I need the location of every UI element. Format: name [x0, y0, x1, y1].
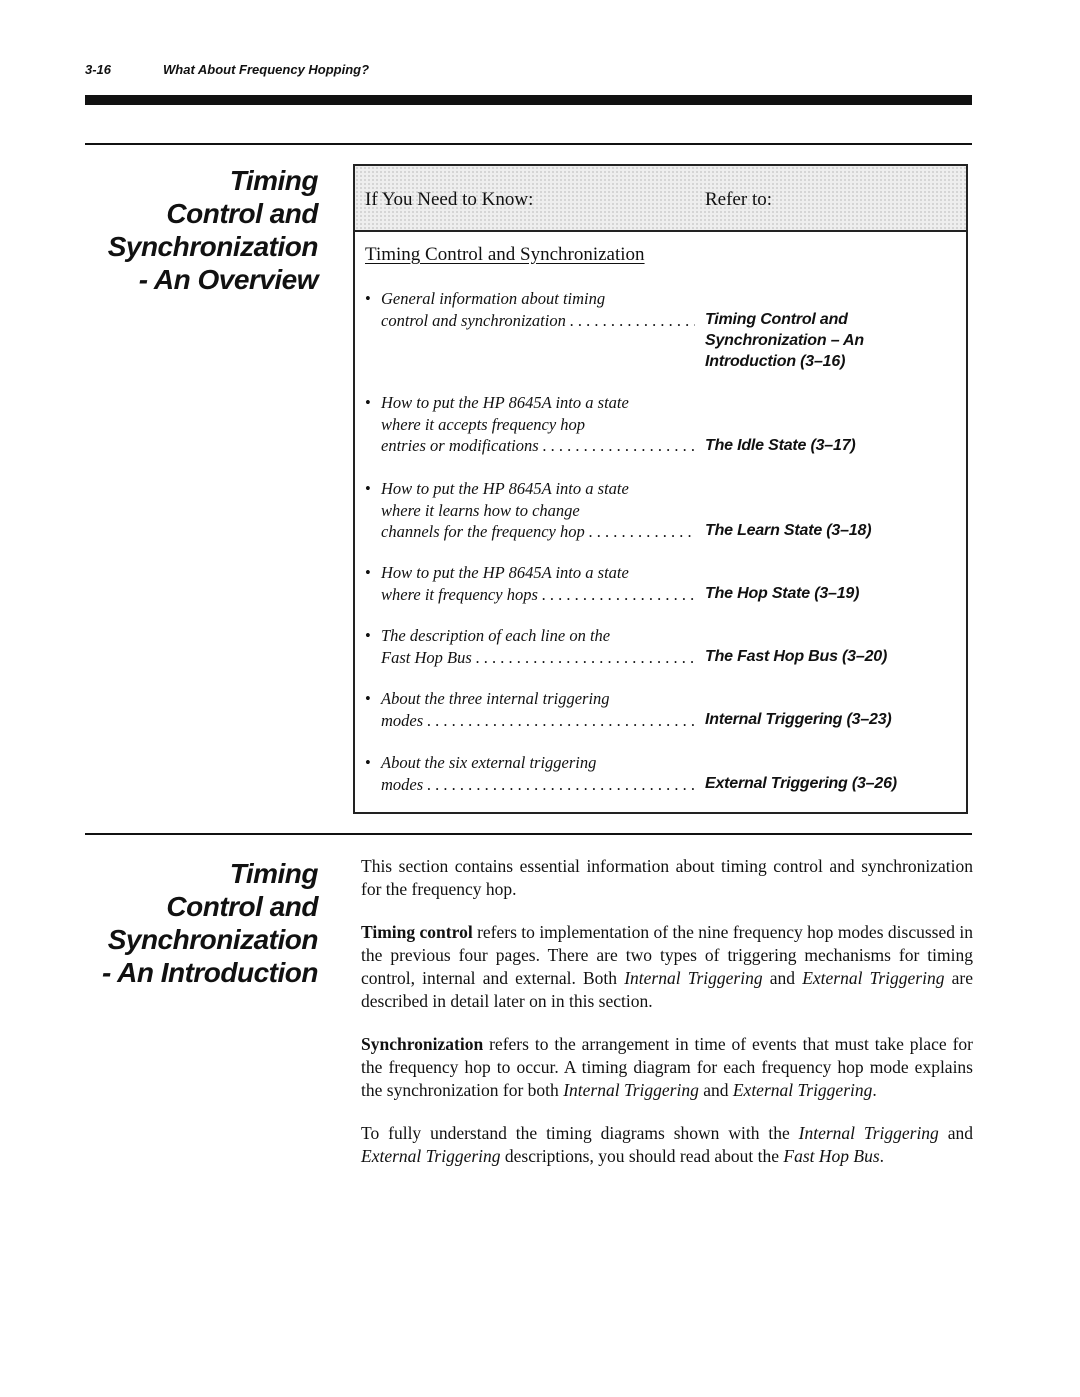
- row-text: About the six external triggering: [381, 753, 597, 772]
- paragraph: This section contains essential information about timing control and synchronization for the frequency hop.: [361, 856, 973, 899]
- ref-text: External Triggering (3–26): [705, 775, 897, 792]
- introduction-body: [361, 855, 973, 1188]
- row-text: where it frequency hops: [381, 584, 538, 604]
- paragraph-text: refers to implementation of the nine frequency hop modes discussed in the previous four pages. There are two types of triggering mechanisms for timing control, internal and external. Both: [361, 922, 973, 988]
- page-number: 3-16: [85, 62, 112, 77]
- table-row: [363, 562, 695, 605]
- row-text: channels for the frequency hop: [381, 522, 585, 541]
- row-text: modes: [381, 710, 424, 730]
- reference-table: [353, 164, 968, 814]
- overview-section-title: [60, 164, 318, 296]
- italic-term: Internal Triggering: [563, 1080, 699, 1100]
- header-bar: [85, 95, 972, 105]
- paragraph-text: .: [879, 1146, 885, 1166]
- bullet: •: [365, 393, 371, 412]
- title-line: Synchronization: [107, 231, 318, 262]
- row-text: modes: [381, 774, 424, 794]
- italic-term: External Triggering: [802, 968, 945, 988]
- ref-text: Timing Control and: [705, 311, 848, 328]
- row-text: where it learns how to change: [381, 500, 580, 520]
- paragraph: [361, 1122, 973, 1168]
- italic-term: Internal Triggering: [624, 968, 763, 988]
- italic-term: Fast Hop Bus: [783, 1146, 880, 1166]
- table-row: [363, 688, 695, 731]
- title-line: - An Introduction: [102, 957, 318, 988]
- row-text: entries or modifications: [381, 436, 539, 455]
- title-line: - An Overview: [138, 264, 318, 295]
- title-line: Timing: [229, 858, 318, 889]
- paragraph-text: and: [938, 1123, 973, 1143]
- row-text: How to put the HP 8645A into a state: [381, 479, 629, 498]
- ref-text: Synchronization – An: [705, 332, 864, 349]
- paragraph-text: refers to the arrangement in time of events that must take place for the frequency hop to occur. A timing diagram for each frequency hop mode explains the synchronization for both: [361, 1034, 973, 1100]
- italic-term: External Triggering: [361, 1146, 501, 1166]
- paragraph-text: and: [762, 968, 803, 988]
- introduction-section-title: [60, 857, 318, 989]
- paragraph: [361, 1033, 973, 1102]
- row-text: About the three internal triggering: [381, 689, 610, 708]
- paragraph-text: .: [872, 1080, 877, 1100]
- ref-text: The Fast Hop Bus (3–20): [705, 648, 888, 665]
- table-subheading: Timing Control and Synchronization: [365, 244, 645, 265]
- table-row: [363, 392, 695, 457]
- column-header-need: If You Need to Know:: [365, 189, 534, 210]
- bullet: •: [365, 753, 371, 772]
- table-row: [363, 288, 695, 331]
- paragraph-text: are described in detail later on in this section.: [361, 968, 973, 1011]
- table-ref: [705, 583, 859, 604]
- table-ref: [705, 773, 897, 794]
- bullet: •: [365, 626, 371, 645]
- ref-text: Introduction (3–16): [705, 353, 846, 370]
- table-row: [363, 478, 695, 543]
- table-ref: [705, 709, 892, 730]
- running-title: What About Frequency Hopping?: [163, 62, 370, 77]
- running-header: [85, 62, 369, 77]
- italic-term: External Triggering: [732, 1080, 873, 1100]
- ref-text: The Learn State (3–18): [705, 522, 872, 539]
- section-rule-introduction: [85, 833, 972, 835]
- row-text: The description of each line on the: [381, 626, 611, 645]
- table-ref: [705, 520, 871, 541]
- bold-term: Timing control: [361, 922, 473, 942]
- row-text: Fast Hop Bus: [381, 647, 472, 667]
- table-row: [363, 625, 695, 668]
- table-ref: [705, 646, 887, 667]
- title-line: Control and: [166, 891, 318, 922]
- table-header: [355, 166, 966, 232]
- ref-text: Internal Triggering (3–23): [705, 711, 892, 728]
- row-text: control and synchronization: [381, 310, 566, 330]
- table-ref: [705, 309, 864, 372]
- table-row: [363, 752, 695, 795]
- row-text: How to put the HP 8645A into a state: [381, 393, 629, 412]
- title-line: Control and: [166, 198, 318, 229]
- row-text: How to put the HP 8645A into a state: [381, 563, 629, 582]
- bullet: •: [365, 479, 371, 498]
- section-rule-overview: [85, 143, 972, 145]
- title-line: Timing: [229, 165, 318, 196]
- bold-term: Synchronization: [361, 1034, 484, 1054]
- title-line: Synchronization: [107, 924, 318, 955]
- column-header-refer: Refer to:: [705, 189, 773, 210]
- bullet: •: [365, 563, 371, 582]
- table-ref: [705, 435, 856, 456]
- paragraph-text: To fully understand the timing diagrams shown with the: [361, 1123, 799, 1143]
- italic-term: Internal Triggering: [798, 1123, 939, 1143]
- paragraph-text: descriptions, you should read about the: [500, 1146, 784, 1166]
- bullet: •: [365, 289, 371, 308]
- paragraph: [361, 921, 973, 1013]
- paragraph-text: and: [698, 1080, 733, 1100]
- bullet: •: [365, 689, 371, 708]
- ref-text: The Idle State (3–17): [705, 437, 856, 454]
- ref-text: The Hop State (3–19): [705, 585, 860, 602]
- row-text: where it accepts frequency hop: [381, 414, 586, 434]
- row-text: General information about timing: [381, 289, 606, 308]
